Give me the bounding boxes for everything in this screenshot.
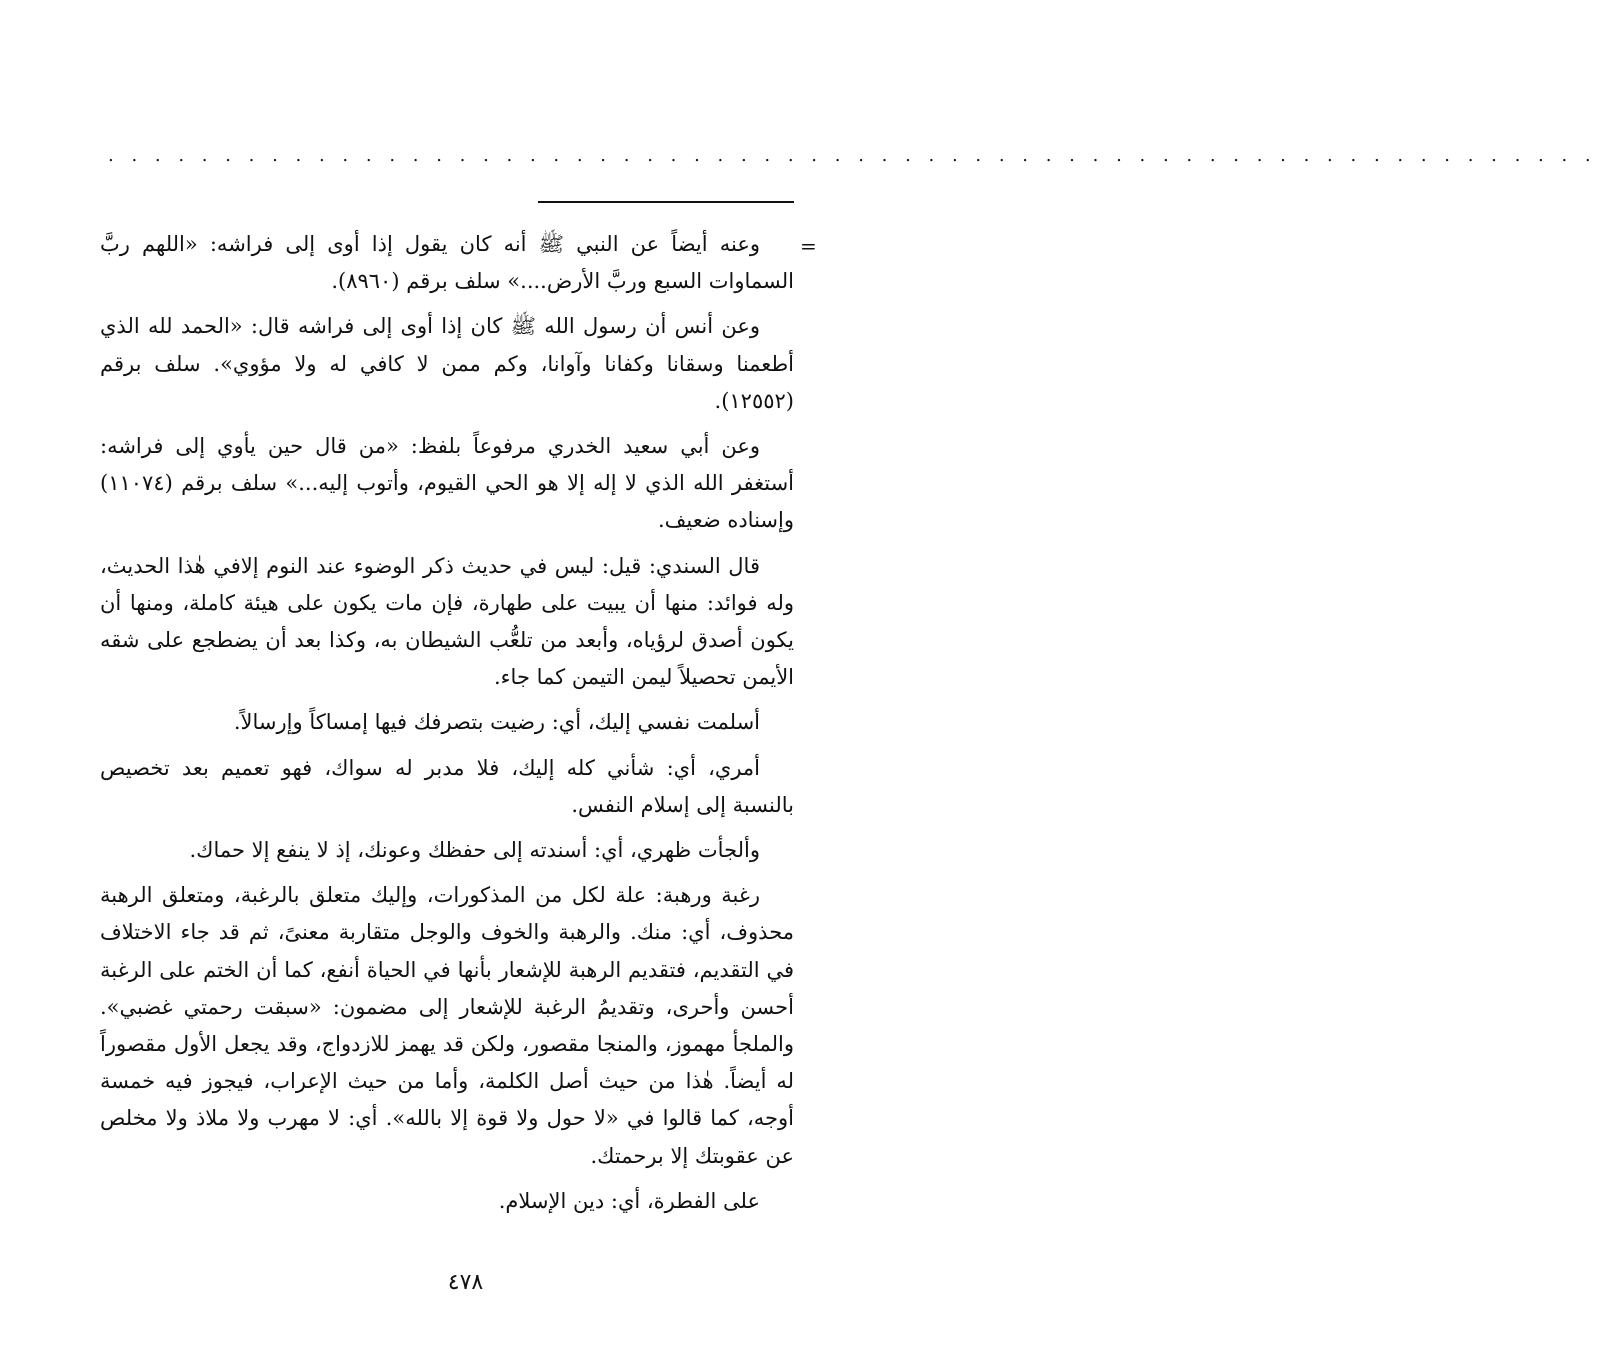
paragraph: على الفطرة، أي: دين الإسلام. [498,1188,760,1213]
paragraph: رغبة ورهبة: علة لكل من المذكورات، وإليك متعلق بالرغبة، ومتعلق الرهبة محذوف، أي: منك. والرهبة والخوف والوجل متقاربة معنىً، ثم قد جاء الاختلاف في التقديم، فتقديم الرهبة للإشعار بأنها في الحياة أنفع، كما أن الختم على الرغبة أحسن وأحرى، وتقديمُ الرغبة للإشعار إلى مضمون: «سبقت رحمتي غضبي». والملجأ مهموز، والمنجا مقصور، ولكن قد يهمز للازدواج، وقد يجعل الأول مقصوراً له أيضاً. هٰذا من حيث أصل الكلمة، وأما من حيث الإعراب، فيجوز فيه خمسة أوجه، كما قالوا في «لا حول ولا قوة إلا بالله». أي: لا مهرب ولا ملاذ ولا مخلص عن عقوبتك إلا برحمتك. [100,883,794,1168]
page-number: ٤٧٨ [447,1270,484,1295]
paragraph: وعن أبي سعيد الخدري مرفوعاً بلفظ: «من قال حين يأوي إلى فراشه: أستغفر الله الذي لا إله إلا هو الحي القيوم، وأتوب إليه...» سلف برقم (١١٠٧٤) وإسناده ضعيف. [100,434,794,533]
continuation-mark: = [800,234,817,258]
paragraph: أمري، أي: شأني كله إليك، فلا مدبر له سواك، فهو تعميم بعد تخصيص بالنسبة إلى إسلام النفس. [100,755,794,817]
paragraph: وعنه أيضاً عن النبي ﷺ أنه كان يقول إذا أوى إلى فراشه: «اللهم ربَّ السماوات السبع وربَّ الأرض....» سلف برقم (٨٩٦٠). [100,232,794,294]
paragraph: قال السندي: قيل: ليس في حديث ذكر الوضوء عند النوم إلافي هٰذا الحديث، وله فوائد: منها أن يبيت على طهارة، فإن مات يكون على هيئة كاملة، ومنها أن يكون أصدق لرؤياه، وأبعد من تلعُّب الشيطان به، وكذا بعد أن يضطجع على شقه الأيمن تحصيلاً ليمن التيمن كما جاء. [100,553,794,690]
paragraph: أسلمت نفسي إليك، أي: رضيت بتصرفك فيها إمساكاً وإرسالاً. [233,710,760,735]
footnote-text [100,226,794,1228]
paragraph: وعن أنس أن رسول الله ﷺ كان إذا أوى إلى فراشه قال: «الحمد لله الذي أطعمنا وسقانا وكفانا وآوانا، وكم ممن لا كافي له ولا مؤوي». سلف برقم (١٢٥٥٢). [100,314,794,413]
paragraph: وألجأت ظهري، أي: أسندته إلى حفظك وعونك، إذ لا ينفع إلا حماك. [189,838,760,863]
header-dotted-separator: . . . . . . . . . . . . . . . . . . . . . . . . . . . . . . . . . . . . . . . . . . . . . . . . . . . . . . . . . . . . . . . . [108,145,1597,166]
footnote-rule [538,201,794,203]
